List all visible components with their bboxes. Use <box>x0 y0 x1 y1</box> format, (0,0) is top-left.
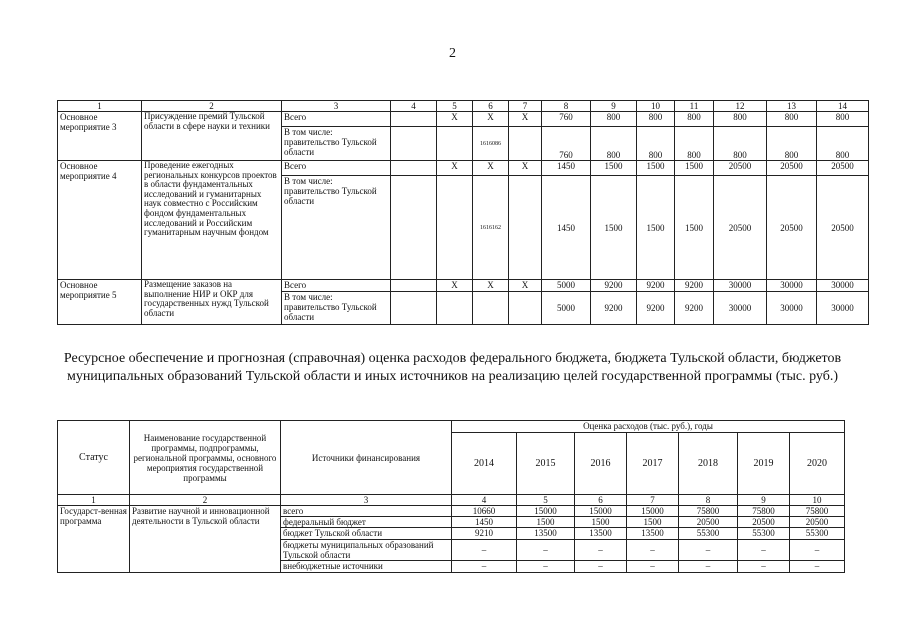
value-cell: 20500 <box>738 517 790 528</box>
column-number: 3 <box>281 495 452 506</box>
column-number: 2 <box>142 101 282 112</box>
activity-description: Присуждение премий Тульской области в сфере науки и техники <box>142 112 282 161</box>
value-cell: 20500 <box>767 161 817 176</box>
source-name: всего <box>281 506 452 517</box>
budget-code: 1616086 <box>473 127 509 161</box>
value-cell: 800 <box>675 112 714 127</box>
value-cell: 800 <box>714 112 767 127</box>
value-cell: 9200 <box>591 280 637 292</box>
value-cell: 30000 <box>714 280 767 292</box>
column-number: 9 <box>738 495 790 506</box>
x-mark: X <box>509 161 542 176</box>
source-name: внебюджетные источники <box>281 561 452 573</box>
column-number: 8 <box>542 101 591 112</box>
header-estimate: Оценка расходов (тыс. руб.), годы <box>452 421 845 433</box>
value-cell: – <box>575 540 627 561</box>
value-cell: 1450 <box>542 176 591 280</box>
value-cell: 55300 <box>738 528 790 540</box>
year-header: 2017 <box>627 433 679 495</box>
value-cell: – <box>452 561 517 573</box>
column-number: 1 <box>58 101 142 112</box>
value-cell: 20500 <box>714 176 767 280</box>
value-cell: 1450 <box>542 161 591 176</box>
year-header: 2015 <box>517 433 575 495</box>
column-number: 10 <box>790 495 845 506</box>
value-cell: 1450 <box>452 517 517 528</box>
program-status: Государст-венная программа <box>58 506 130 573</box>
value-cell: 30000 <box>714 292 767 325</box>
budget-code: 1616162 <box>473 176 509 280</box>
x-mark: X <box>437 112 473 127</box>
value-cell: 800 <box>675 127 714 161</box>
column-number: 4 <box>452 495 517 506</box>
column-number: 2 <box>130 495 281 506</box>
value-cell: 800 <box>714 127 767 161</box>
value-cell: 75800 <box>738 506 790 517</box>
budget-code <box>473 292 509 325</box>
value-cell: 13500 <box>575 528 627 540</box>
table-row <box>58 280 869 292</box>
value-cell: – <box>679 540 738 561</box>
activity-label: Основное мероприятие 5 <box>58 280 142 325</box>
value-cell: 55300 <box>790 528 845 540</box>
value-cell: 9200 <box>637 292 675 325</box>
column-number-row <box>58 495 845 506</box>
x-mark: X <box>437 280 473 292</box>
table-header-row <box>58 421 845 433</box>
x-mark: X <box>473 280 509 292</box>
value-cell: 800 <box>591 112 637 127</box>
value-cell: 55300 <box>679 528 738 540</box>
header-name: Наименование государственной программы, подпрограммы, региональной программы, основного мероприятия государственной программы <box>130 421 281 495</box>
source-name: бюджет Тульской области <box>281 528 452 540</box>
value-cell: 20500 <box>817 176 869 280</box>
activity-description: Размещение заказов на выполнение НИР и ОКР для государственных нужд Тульской области <box>142 280 282 325</box>
value-cell: 15000 <box>627 506 679 517</box>
value-cell: 5000 <box>542 292 591 325</box>
value-cell: 1500 <box>675 176 714 280</box>
year-header: 2018 <box>679 433 738 495</box>
value-cell: 1500 <box>637 176 675 280</box>
value-cell: 800 <box>637 127 675 161</box>
value-cell: – <box>627 561 679 573</box>
value-cell: 15000 <box>517 506 575 517</box>
year-header: 2019 <box>738 433 790 495</box>
value-cell: 75800 <box>790 506 845 517</box>
source-name: бюджеты муниципальных образований Тульской области <box>281 540 452 561</box>
total-label: Всего <box>282 112 391 127</box>
x-mark: X <box>509 112 542 127</box>
subtotal-label: В том числе: правительство Тульской области <box>282 176 391 280</box>
page-number: 2 <box>449 46 456 61</box>
value-cell: 75800 <box>679 506 738 517</box>
column-number: 8 <box>679 495 738 506</box>
value-cell: 800 <box>637 112 675 127</box>
x-mark: X <box>473 161 509 176</box>
column-number: 6 <box>575 495 627 506</box>
table-row <box>58 112 869 127</box>
value-cell: 9200 <box>591 292 637 325</box>
table-row <box>58 161 869 176</box>
total-label: Всего <box>282 161 391 176</box>
value-cell: 9200 <box>675 280 714 292</box>
value-cell: 760 <box>542 112 591 127</box>
value-cell: 9200 <box>675 292 714 325</box>
value-cell: 1500 <box>591 161 637 176</box>
column-number: 14 <box>817 101 869 112</box>
column-number: 13 <box>767 101 817 112</box>
column-number: 7 <box>627 495 679 506</box>
value-cell: 13500 <box>627 528 679 540</box>
column-number: 5 <box>437 101 473 112</box>
section-caption: Ресурсное обеспечение и прогнозная (справочная) оценка расходов федерального бюджета, бюджета Тульской области, бюджетов муниципальных образований Тульской области и иных источников на реализацию целей государственной программы (тыс. руб.) <box>63 351 842 384</box>
value-cell: 800 <box>767 127 817 161</box>
value-cell: 20500 <box>767 176 817 280</box>
value-cell: 9210 <box>452 528 517 540</box>
value-cell: – <box>517 540 575 561</box>
activity-label: Основное мероприятие 4 <box>58 161 142 280</box>
value-cell: 30000 <box>767 292 817 325</box>
year-header: 2014 <box>452 433 517 495</box>
year-header: 2020 <box>790 433 845 495</box>
column-number: 10 <box>637 101 675 112</box>
column-number: 4 <box>391 101 437 112</box>
value-cell: 800 <box>817 112 869 127</box>
column-number: 11 <box>675 101 714 112</box>
resources-table <box>57 420 845 573</box>
value-cell: 10660 <box>452 506 517 517</box>
column-number: 5 <box>517 495 575 506</box>
value-cell: 13500 <box>517 528 575 540</box>
value-cell: – <box>575 561 627 573</box>
value-cell: – <box>790 540 845 561</box>
value-cell: – <box>517 561 575 573</box>
subtotal-label: В том числе: правительство Тульской области <box>282 292 391 325</box>
value-cell: 800 <box>767 112 817 127</box>
value-cell: – <box>738 540 790 561</box>
value-cell: 9200 <box>637 280 675 292</box>
column-number: 9 <box>591 101 637 112</box>
value-cell: – <box>790 561 845 573</box>
value-cell: 20500 <box>679 517 738 528</box>
total-label: Всего <box>282 280 391 292</box>
value-cell: – <box>627 540 679 561</box>
column-number: 6 <box>473 101 509 112</box>
header-sources: Источники финансирования <box>281 421 452 495</box>
column-number-row <box>58 101 869 112</box>
value-cell: 800 <box>817 127 869 161</box>
value-cell: 30000 <box>767 280 817 292</box>
value-cell: 1500 <box>627 517 679 528</box>
value-cell: 15000 <box>575 506 627 517</box>
activity-description: Проведение ежегодных региональных конкурсов проектов в области фундаментальных исследований и гуманитарных наук совместно с Российским фондом фундаментальных исследований и Российским гуманитарным научным фондом <box>142 161 282 280</box>
value-cell: 5000 <box>542 280 591 292</box>
activities-table <box>57 100 869 325</box>
value-cell: 30000 <box>817 292 869 325</box>
value-cell: 1500 <box>575 517 627 528</box>
subtotal-label: В том числе: правительство Тульской области <box>282 127 391 161</box>
value-cell: 30000 <box>817 280 869 292</box>
value-cell: 20500 <box>714 161 767 176</box>
header-status: Статус <box>58 421 130 495</box>
value-cell: – <box>452 540 517 561</box>
value-cell: 20500 <box>790 517 845 528</box>
column-number: 1 <box>58 495 130 506</box>
year-header: 2016 <box>575 433 627 495</box>
column-number: 3 <box>282 101 391 112</box>
source-name: федеральный бюджет <box>281 517 452 528</box>
value-cell: – <box>738 561 790 573</box>
value-cell: 1500 <box>591 176 637 280</box>
activity-label: Основное мероприятие 3 <box>58 112 142 161</box>
column-number: 7 <box>509 101 542 112</box>
x-mark: X <box>473 112 509 127</box>
value-cell: 1500 <box>637 161 675 176</box>
value-cell: 20500 <box>817 161 869 176</box>
value-cell: – <box>679 561 738 573</box>
value-cell: 1500 <box>675 161 714 176</box>
program-name: Развитие научной и инновационной деятельности в Тульской области <box>130 506 281 573</box>
value-cell: 1500 <box>517 517 575 528</box>
x-mark: X <box>509 280 542 292</box>
column-number: 12 <box>714 101 767 112</box>
value-cell: 760 <box>542 127 591 161</box>
value-cell: 800 <box>591 127 637 161</box>
x-mark: X <box>437 161 473 176</box>
table-row <box>58 506 845 517</box>
